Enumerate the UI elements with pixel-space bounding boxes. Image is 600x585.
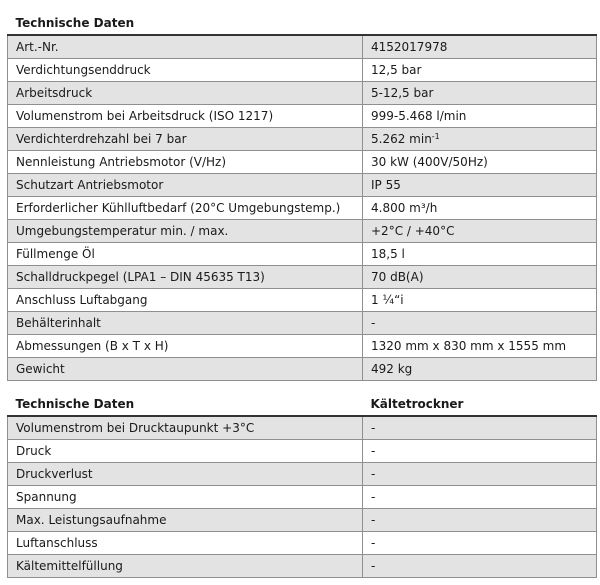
- spec-label: Art.-Nr.: [8, 35, 363, 59]
- spec-label: Druckverlust: [8, 463, 363, 486]
- spec-value-text: 70 dB(A): [371, 270, 424, 284]
- table-row: [8, 463, 597, 486]
- spec-value-text: 1320 mm x 830 mm x 1555 mm: [371, 339, 567, 353]
- spec-label: Volumenstrom bei Arbeitsdruck (ISO 1217): [8, 105, 363, 128]
- spec-label: Spannung: [8, 486, 363, 509]
- table-row: [8, 532, 597, 555]
- table-row: [8, 82, 597, 105]
- spec-value: [363, 358, 597, 381]
- spec-label: Umgebungstemperatur min. / max.: [8, 220, 363, 243]
- spec-label: Kältemittelfüllung: [8, 555, 363, 578]
- table-row: [8, 289, 597, 312]
- spec-label: Druck: [8, 440, 363, 463]
- spec-value: [363, 82, 597, 105]
- spec-value-text: -: [371, 444, 376, 458]
- table-row: [8, 358, 597, 381]
- spec-table-dryer: [7, 392, 597, 578]
- table-row: [8, 197, 597, 220]
- spec-value-text: 4.800 m³/h: [371, 201, 438, 215]
- spec-label: Luftanschluss: [8, 532, 363, 555]
- spec-value-text: 492 kg: [371, 362, 413, 376]
- spec-table-body: [8, 392, 597, 578]
- spec-value-text: 5.262 min: [371, 132, 432, 146]
- spec-value: [363, 312, 597, 335]
- table-row: [8, 105, 597, 128]
- spec-value-text: 1 ¼“i: [371, 293, 404, 307]
- table-row: [8, 174, 597, 197]
- table-row: [8, 509, 597, 532]
- spec-table-compressor: [7, 11, 597, 381]
- spec-value: [363, 509, 597, 532]
- spec-label: Max. Leistungsaufnahme: [8, 509, 363, 532]
- spec-value-text: -: [371, 421, 376, 435]
- table-row: [8, 440, 597, 463]
- table-row: [8, 486, 597, 509]
- table-row: [8, 312, 597, 335]
- spec-label: Behälterinhalt: [8, 312, 363, 335]
- spec-value-text: -: [371, 513, 376, 527]
- table-row: [8, 416, 597, 440]
- spec-label: Schutzart Antriebsmotor: [8, 174, 363, 197]
- spec-label: Verdichtungsenddruck: [8, 59, 363, 82]
- spec-value: [363, 416, 597, 440]
- spec-label: Abmessungen (B x T x H): [8, 335, 363, 358]
- spec-value: [363, 486, 597, 509]
- table-row: [8, 266, 597, 289]
- spec-value-text: 5-12,5 bar: [371, 86, 434, 100]
- table-row: [8, 335, 597, 358]
- spec-value: [363, 174, 597, 197]
- table-header-label: Technische Daten: [8, 392, 363, 416]
- table-row: [8, 243, 597, 266]
- spec-value: [363, 463, 597, 486]
- spec-value: [363, 151, 597, 174]
- spec-label: Volumenstrom bei Drucktaupunkt +3°C: [8, 416, 363, 440]
- table-header-row: [8, 392, 597, 416]
- spec-value-text: -: [371, 559, 376, 573]
- spec-value: [363, 35, 597, 59]
- spec-value: [363, 243, 597, 266]
- spec-value: [363, 59, 597, 82]
- spec-value-text: IP 55: [371, 178, 401, 192]
- spec-value: [363, 128, 597, 151]
- spec-value: [363, 266, 597, 289]
- table-row: [8, 35, 597, 59]
- spec-value-text: 18,5 l: [371, 247, 405, 261]
- spec-value-text: 30 kW (400V/50Hz): [371, 155, 488, 169]
- spec-value: [363, 197, 597, 220]
- spec-label: Verdichterdrehzahl bei 7 bar: [8, 128, 363, 151]
- spec-label: Füllmenge Öl: [8, 243, 363, 266]
- table-header-value: Kältetrockner: [363, 392, 597, 416]
- spec-label: Erforderlicher Kühlluftbedarf (20°C Umgebungstemp.): [8, 197, 363, 220]
- spec-label: Nennleistung Antriebsmotor (V/Hz): [8, 151, 363, 174]
- spec-value-unit-exponent: -1: [431, 132, 440, 141]
- table-header-value: [363, 11, 597, 35]
- table-row: [8, 128, 597, 151]
- spec-value-text: -: [371, 536, 376, 550]
- spec-value-text: 12,5 bar: [371, 63, 422, 77]
- spec-label: Anschluss Luftabgang: [8, 289, 363, 312]
- spec-value: [363, 289, 597, 312]
- spec-value: [363, 555, 597, 578]
- table-header-row: [8, 11, 597, 35]
- spec-label: Arbeitsdruck: [8, 82, 363, 105]
- spec-value: [363, 105, 597, 128]
- spec-label: Gewicht: [8, 358, 363, 381]
- spec-value-text: 999-5.468 l/min: [371, 109, 467, 123]
- spec-label: Schalldruckpegel (LPA1 – DIN 45635 T13): [8, 266, 363, 289]
- table-header-label: Technische Daten: [8, 11, 363, 35]
- table-row: [8, 59, 597, 82]
- spec-value: [363, 220, 597, 243]
- spec-value-text: -: [371, 316, 376, 330]
- spec-value: [363, 440, 597, 463]
- spec-value: [363, 335, 597, 358]
- spec-table-body: [8, 11, 597, 381]
- table-row: [8, 151, 597, 174]
- spec-value-text: 4152017978: [371, 40, 448, 54]
- table-row: [8, 555, 597, 578]
- spec-value-text: -: [371, 467, 376, 481]
- table-row: [8, 220, 597, 243]
- spec-value-text: -: [371, 490, 376, 504]
- spec-value: [363, 532, 597, 555]
- spec-value-text: +2°C / +40°C: [371, 224, 455, 238]
